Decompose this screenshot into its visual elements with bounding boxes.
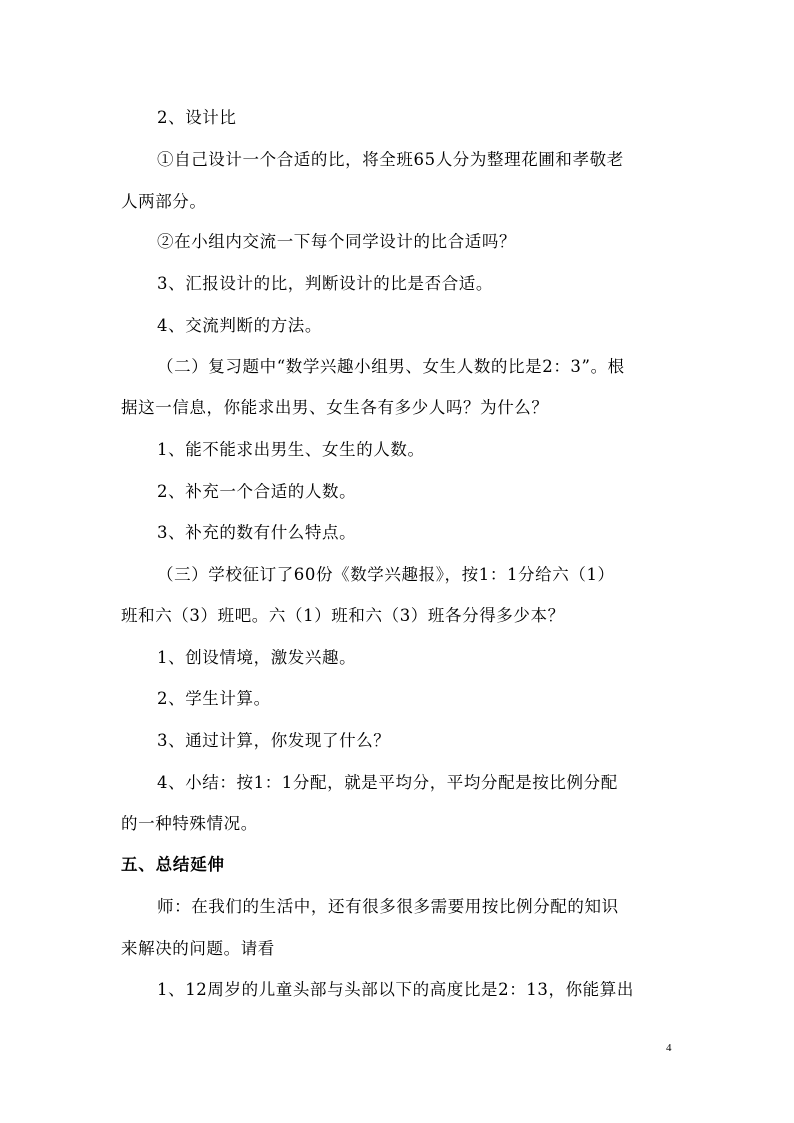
page-number: 4 [666, 1042, 672, 1054]
text-line: 1、能不能求出男生、女生的人数。 [157, 440, 425, 459]
text-line: 4、小结：按1：1分配，就是平均分，平均分配是按比例分配 [157, 773, 618, 792]
text-line: 2、学生计算。 [157, 689, 271, 708]
text-line: 2、补充一个合适的人数。 [157, 482, 357, 501]
text-line: 据这一信息，你能求出男、女生各有多少人吗？为什么？ [121, 398, 549, 417]
text-line: 3、补充的数有什么特点。 [157, 523, 357, 542]
text-line: 4、交流判断的方法。 [157, 316, 322, 335]
text-line: ①自己设计一个合适的比，将全班65人分为整理花圃和孝敬老 [157, 150, 624, 169]
section-heading: 五、总结延伸 [121, 855, 225, 874]
text-line: （二）复习题中“数学兴趣小组男、女生人数的比是2：3”。根 [157, 357, 625, 376]
text-line: ②在小组内交流一下每个同学设计的比合适吗？ [157, 232, 517, 251]
text-line: 师：在我们的生活中，还有很多很多需要用按比例分配的知识 [157, 897, 619, 916]
text-line: （三）学校征订了60份《数学兴趣报》，按1：1分给六（1） [157, 565, 615, 584]
text-line: 来解决的问题。请看 [121, 939, 275, 958]
text-line: 班和六（3）班吧。六（1）班和六（3）班各分得多少本？ [121, 606, 565, 625]
text-line: 人两部分。 [121, 192, 207, 211]
text-line: 1、创设情境，激发兴趣。 [157, 648, 357, 667]
text-line: 的一种特殊情况。 [121, 814, 258, 833]
text-line: 1、12周岁的儿童头部与头部以下的高度比是2：13，你能算出 [157, 980, 634, 999]
text-line: 3、汇报设计的比，判断设计的比是否合适。 [157, 274, 493, 293]
text-line: 3、通过计算，你发现了什么？ [157, 731, 391, 750]
text-line: 2、设计比 [157, 108, 237, 127]
